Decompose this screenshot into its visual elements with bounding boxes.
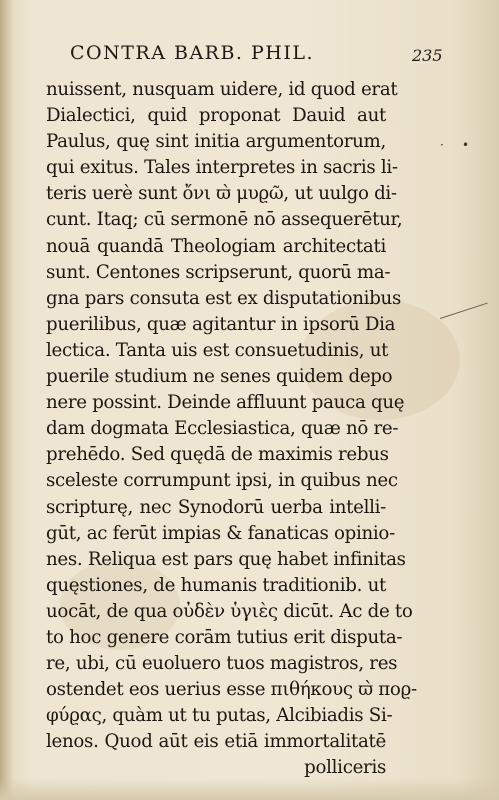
text-line: gna pars consuta est ex disputationibus bbox=[46, 287, 401, 309]
margin-mark: · bbox=[440, 138, 444, 152]
text-line: qui exitus. Tales interpretes in sacris li- bbox=[46, 157, 398, 179]
text-line: uocāt, de qua οὐδὲν ὑγιὲς dicūt. Ac de to bbox=[46, 600, 413, 622]
gutter-shadow bbox=[0, 0, 14, 800]
text-line: ostendet eos uerius esse πιθήκους ϖ̀ ποϱ- bbox=[46, 679, 417, 701]
margin-mark: • bbox=[462, 138, 470, 152]
text-line: nere possint. Deinde affluunt pauca quę bbox=[46, 392, 405, 414]
running-title: CONTRA BARB. PHIL. bbox=[70, 42, 315, 64]
catchword-line: polliceris bbox=[304, 757, 386, 779]
text-line: re, ubi, cū euoluero tuos magistros, res bbox=[46, 653, 398, 675]
margin-stroke bbox=[440, 303, 488, 319]
text-line: nouā quandā Theologiam architectati bbox=[46, 235, 386, 257]
text-line: cunt. Itaq; cū sermonē nō assequerētur, bbox=[46, 209, 403, 231]
text-line: scripturę, nec Synodorū uerba intelli- bbox=[46, 496, 386, 518]
body-text bbox=[46, 77, 417, 782]
text-line: to hoc genere corām tutius erit disputa- bbox=[46, 626, 403, 648]
text-line: nuissent, nusquam uidere, id quod erat bbox=[46, 79, 398, 100]
text-line: nes. Reliqua est pars quę habet infinitas bbox=[46, 548, 406, 570]
text-line: teris uerè sunt ὄνι ϖ̀ μυϱῶ, ut uulgo di- bbox=[46, 183, 397, 205]
text-line: dam dogmata Ecclesiastica, quæ nō re- bbox=[46, 418, 399, 440]
text-line: sceleste corrumpunt ipsi, in quibus nec bbox=[46, 470, 398, 492]
text-line: prehēdo. Sed quędā de maximis rebus bbox=[46, 444, 389, 466]
text-line: lenos. Quod aūt eis etiā immortalitatē bbox=[46, 731, 386, 753]
text-line: gūt, ac ferūt impias & fanaticas opinio- bbox=[46, 522, 395, 544]
text-line: Paulus, quę sint initia argumentorum, bbox=[46, 131, 386, 153]
page-number: 235 bbox=[412, 46, 443, 65]
text-line: sunt. Centones scripserunt, quorū ma- bbox=[46, 261, 391, 283]
text-line: φύϱας, quàm ut tu putas, Alcibiadis Si- bbox=[46, 705, 393, 727]
text-line: puerilibus, quæ agitantur in ipsorū Dia bbox=[46, 313, 396, 335]
text-line: lectica. Tanta uis est consuetudinis, ut bbox=[46, 339, 389, 361]
text-line: puerile studium ne senes quidem depo bbox=[46, 366, 393, 388]
text-line: quęstiones, de humanis traditionib. ut bbox=[46, 574, 386, 596]
text-line: Dialectici, quid proponat Dauid aut bbox=[46, 105, 386, 127]
